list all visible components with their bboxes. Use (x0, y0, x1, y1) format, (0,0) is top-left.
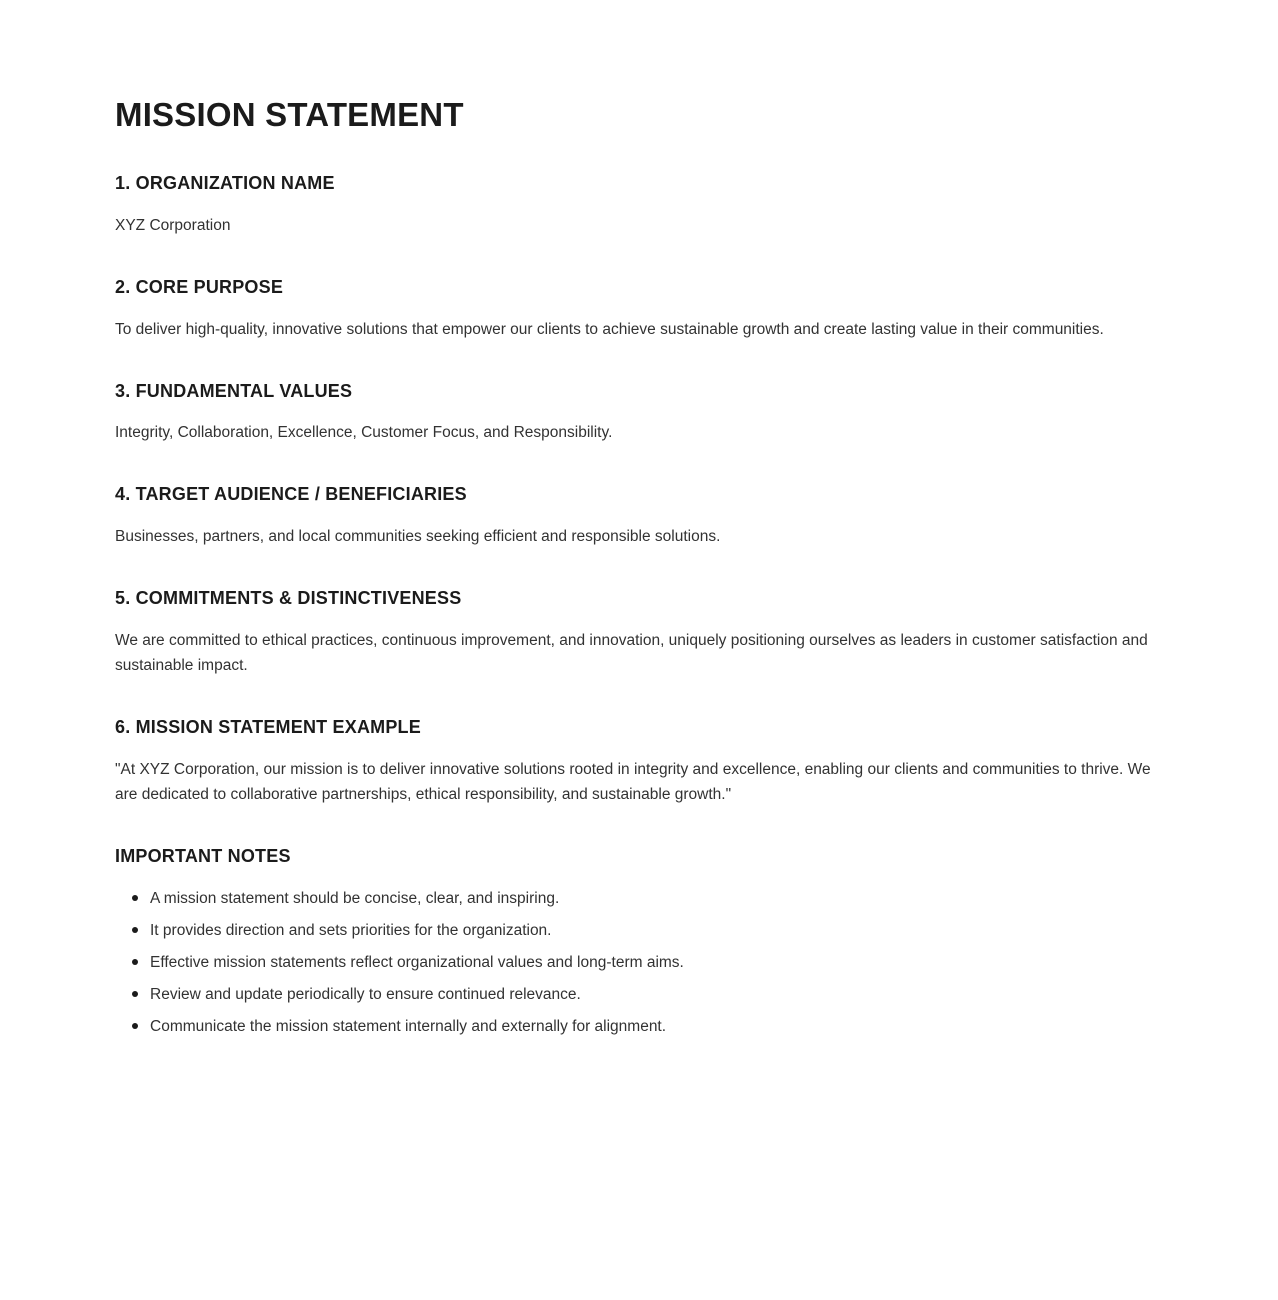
section-body-organization-name: XYZ Corporation (115, 216, 231, 234)
list-item (115, 1018, 1115, 1035)
list-item (115, 890, 1115, 907)
bullet-icon (132, 927, 138, 933)
list-item (115, 954, 1115, 971)
note-text: Effective mission statements reflect organizational values and long-term aims. (150, 953, 684, 971)
section-body-fundamental-values: Integrity, Collaboration, Excellence, Customer Focus, and Responsibility. (115, 424, 613, 442)
list-item (115, 922, 1115, 939)
section-heading-mission-statement-example: 6. MISSION STATEMENT EXAMPLE (115, 716, 421, 737)
section-organization-name (115, 174, 1163, 238)
bullet-icon (132, 895, 138, 901)
section-body-commitments: We are committed to ethical practices, continuous improvement, and innovation, uniquely positioning ourselves as leaders in customer satisfaction and sustainable impact. (115, 631, 1148, 674)
document-title: MISSION STATEMENT (115, 96, 464, 133)
section-heading-target-audience: 4. TARGET AUDIENCE / BENEFICIARIES (115, 484, 467, 505)
section-heading-core-purpose: 2. CORE PURPOSE (115, 276, 284, 297)
important-notes-list (115, 890, 1115, 1035)
bullet-icon (132, 959, 138, 965)
section-core-purpose (115, 278, 1163, 342)
section-heading-fundamental-values: 3. FUNDAMENTAL VALUES (115, 380, 353, 401)
section-fundamental-values (115, 382, 1163, 446)
section-body-mission-statement-example: "At XYZ Corporation, our mission is to deliver innovative solutions rooted in integrity and excellence, enabling our clients and communities to thrive. We are dedicated to collaborative partnerships, ethical responsibility, and sustainable growth." (115, 760, 1151, 803)
bullet-icon (132, 991, 138, 997)
section-body-core-purpose: To deliver high-quality, innovative solutions that empower our clients to achieve sustainable growth and create lasting value in their communities. (115, 320, 1104, 338)
note-text: Communicate the mission statement internally and externally for alignment. (150, 1017, 667, 1035)
list-item (115, 986, 1115, 1003)
section-heading-organization-name: 1. ORGANIZATION NAME (115, 172, 335, 193)
section-heading-commitments: 5. COMMITMENTS & DISTINCTIVENESS (115, 588, 462, 609)
section-mission-statement-example (115, 718, 1163, 807)
section-target-audience (115, 485, 1163, 549)
note-text: Review and update periodically to ensure continued relevance. (150, 985, 581, 1003)
note-text: It provides direction and sets priorities for the organization. (150, 921, 552, 939)
bullet-icon (132, 1023, 138, 1029)
section-important-notes (115, 847, 1163, 1035)
section-commitments (115, 589, 1163, 678)
note-text: A mission statement should be concise, clear, and inspiring. (150, 889, 560, 907)
section-body-target-audience: Businesses, partners, and local communities seeking efficient and responsible solutions. (115, 528, 721, 546)
section-heading-important-notes: IMPORTANT NOTES (115, 845, 291, 866)
